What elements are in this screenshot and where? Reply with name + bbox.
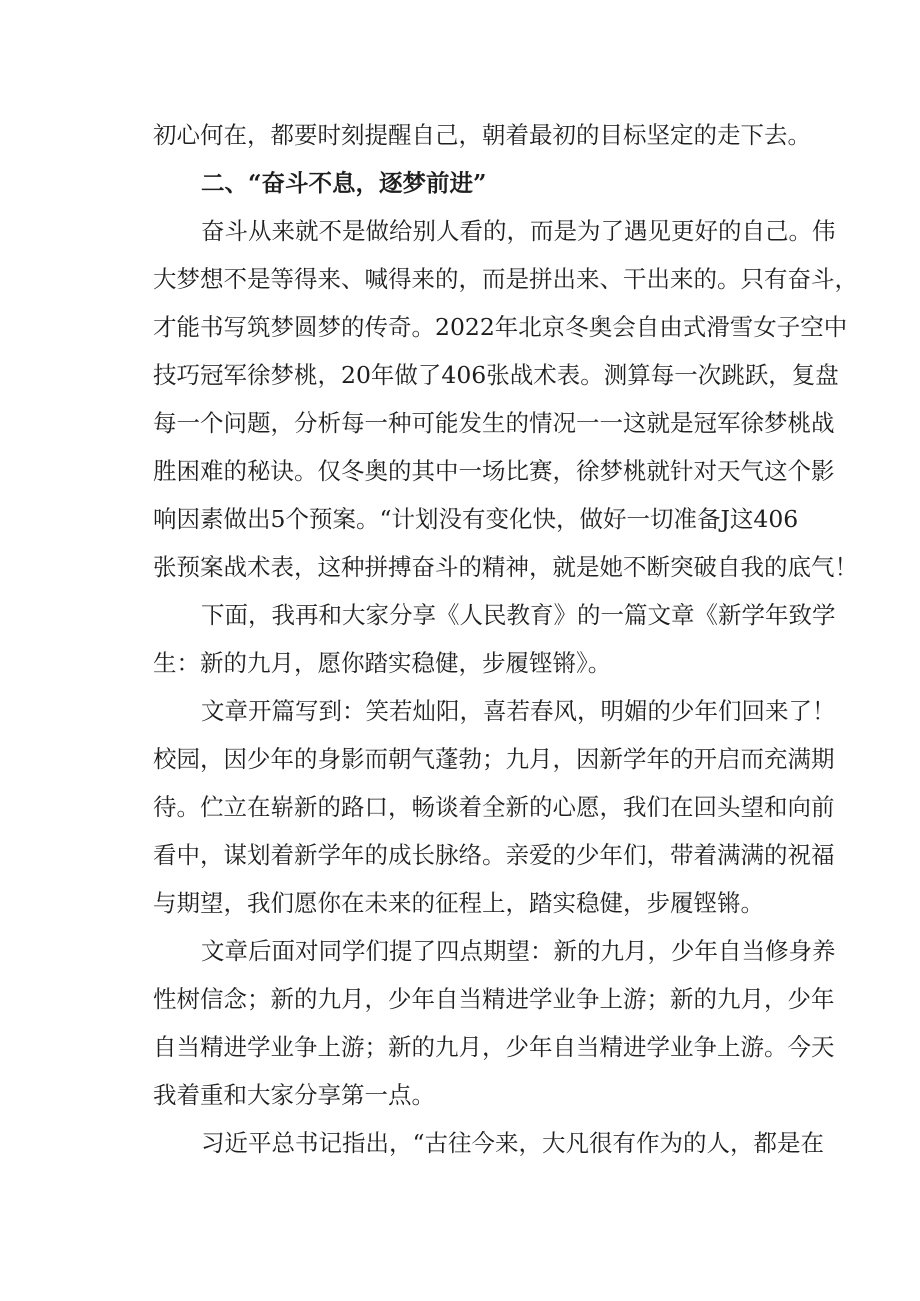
text-line: 大梦想不是等得来、喊得来的，而是拼出来、干出来的。只有奋斗， [153,265,858,293]
section-heading: 二、“奋斗不息，逐梦前进” [201,169,487,197]
text-line: 与期望，我们愿你在未来的征程上，踏实稳健，步履铿锵。 [153,889,764,917]
text-line: 我着重和大家分享第一点。 [153,1081,435,1109]
text-line: 待。伫立在崭新的路口，畅谈着全新的心愿，我们在回头望和向前 [153,793,835,821]
text-line: 生：新的九月，愿你踏实稳健，步履铿锵》。 [153,649,612,677]
text-line: 文章后面对同学们提了四点期望：新的九月，少年自当修身养 [201,937,836,965]
text-line: 才能书写筑梦圆梦的传奇。2022年北京冬奥会自由式滑雪女子空中 [153,313,848,341]
text-line: 性树信念；新的九月，少年自当精进学业争上游；新的九月，少年 [153,985,835,1013]
text-line: 胜困难的秘诀。仅冬奥的其中一场比赛，徐梦桃就针对天气这个影 [153,457,835,485]
text-line: 校园，因少年的身影而朝气蓬勃；九月，因新学年的开启而充满期 [153,745,835,773]
text-line: 看中，谋划着新学年的成长脉络。亲爱的少年们，带着满满的祝福 [153,841,835,869]
text-line: 初心何在，都要时刻提醒自己，朝着最初的目标坚定的走下去。 [153,121,811,149]
text-line: 响因素做出5个预案。“计划没有变化快，做好一切准备J这406 [153,505,799,533]
text-line: 奋斗从来就不是做给别人看的，而是为了遇见更好的自己。伟 [201,217,836,245]
text-line: 文章开篇写到：笑若灿阳，喜若春风，明媚的少年们回来了！ [201,697,836,725]
text-line: 习近平总书记指出，“古往今来，大凡很有作为的人，都是在 [201,1129,825,1157]
text-line: 每一个问题，分析每一种可能发生的情况一一这就是冠军徐梦桃战 [153,409,835,437]
text-line: 技巧冠军徐梦桃，20年做了406张战术表。测算每一次跳跃，复盘 [153,361,839,389]
text-line: 下面，我再和大家分享《人民教育》的一篇文章《新学年致学 [201,601,836,629]
text-line: 自当精进学业争上游；新的九月，少年自当精进学业争上游。今天 [153,1033,835,1061]
text-line: 张预案战术表，这种拼搏奋斗的精神，就是她不断突破自我的底气！ [153,553,858,581]
